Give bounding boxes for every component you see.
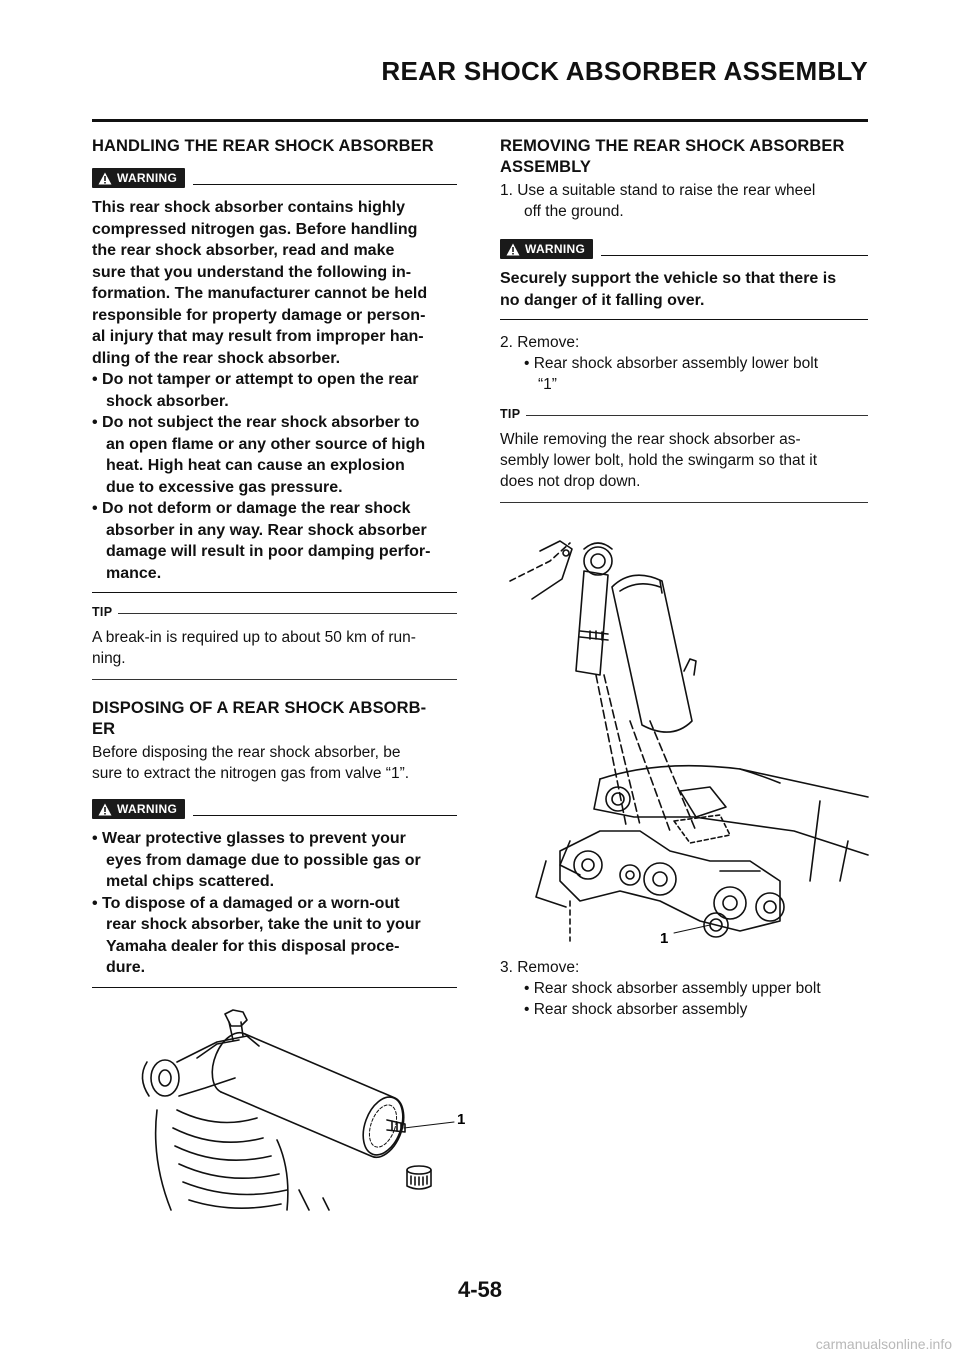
warning1-intro-line: the rear shock absorber, read and make <box>92 242 395 259</box>
right-warning-line: Securely support the vehicle so that there is <box>500 270 837 287</box>
warning2-bullet-line: • Wear protective glasses to prevent your <box>92 830 406 847</box>
warning1-body <box>92 197 457 584</box>
step2-item-line: “1” <box>538 376 557 393</box>
warning2-bullet-line: metal chips scattered. <box>106 873 275 890</box>
warning1-bullet-line: damage will result in poor damping perfor- <box>106 543 431 560</box>
warning1-bullet-line: absorber in any way. Rear shock absorber <box>106 521 427 539</box>
disposing-text-line: sure to extract the nitrogen gas from valve “1”. <box>92 765 410 782</box>
warning1-bullet-line: heat. High heat can cause an explosion <box>106 457 405 474</box>
warning1-bullet-line: an open flame or any other source of high <box>106 435 426 453</box>
warning-header <box>92 167 457 189</box>
disposing-heading-line: ER <box>92 720 116 738</box>
warning-badge <box>92 799 185 819</box>
step2-item-line: • Rear shock absorber assembly lower bolt <box>524 355 819 372</box>
tip-header <box>500 407 868 421</box>
tip-line: A break-in is required up to about 50 km of run- <box>92 629 416 646</box>
warning1-intro-line: sure that you understand the following in- <box>92 263 412 281</box>
warning-badge <box>92 168 185 188</box>
warning-rule <box>193 815 457 816</box>
warning1-bullet-line: mance. <box>106 564 162 582</box>
tip-rule <box>526 415 868 416</box>
step1-line: 1. Use a suitable stand to raise the rear wheel <box>500 182 816 199</box>
disposing-heading <box>92 698 457 740</box>
shock-absorber-valve-illustration <box>117 1000 466 1215</box>
warning1-bullet-line: due to excessive gas pressure. <box>106 478 343 496</box>
swingarm-shock-mount-illustration <box>500 521 868 947</box>
warning2-body <box>92 828 457 979</box>
right-warning-line: no danger of it falling over. <box>500 291 705 309</box>
warning-triangle-icon <box>98 803 112 816</box>
warning1-intro-line: formation. The manufacturer cannot be held <box>92 285 428 302</box>
warning1-bullet-line: shock absorber. <box>106 392 229 410</box>
removing-heading-line: REMOVING THE REAR SHOCK ABSORBER <box>500 137 845 155</box>
warning2-bullet-line: Yamaha dealer for this disposal proce- <box>106 937 400 955</box>
disposing-heading-line: DISPOSING OF A REAR SHOCK ABSORB- <box>92 699 427 717</box>
tip-label: TIP <box>500 407 521 421</box>
warning1-intro-line: responsible for property damage or person- <box>92 306 426 324</box>
handling-heading: HANDLING THE REAR SHOCK ABSORBER <box>92 137 434 155</box>
warning-end-rule <box>92 987 457 988</box>
page-title: REAR SHOCK ABSORBER ASSEMBLY <box>381 56 868 86</box>
figure-callout: 1 <box>457 1110 466 1128</box>
step3-item: • Rear shock absorber assembly <box>524 1001 748 1018</box>
warning1-intro-line: This rear shock absorber contains highly <box>92 199 405 216</box>
warning1-intro-line: dling of the rear shock absorber. <box>92 349 341 367</box>
warning1-bullet-line: • Do not subject the rear shock absorber to <box>92 414 420 431</box>
right-warning-body <box>500 268 868 311</box>
page-number: 4-58 <box>457 1277 503 1302</box>
warning1-bullet-line: • Do not deform or damage the rear shock <box>92 500 411 517</box>
tip-label: TIP <box>92 605 113 619</box>
watermark: carmanualsonline.info <box>815 1336 952 1352</box>
disposing-text-line: Before disposing the rear shock absorber, be <box>92 744 401 761</box>
tip-end-rule <box>92 679 457 680</box>
warning2-bullet-line: eyes from damage due to possible gas or <box>106 851 421 869</box>
warning-rule <box>193 184 457 185</box>
tip-end-rule <box>500 502 868 503</box>
warning-end-rule <box>92 592 457 593</box>
warning-badge <box>500 239 593 259</box>
warning2-bullet-line: dure. <box>106 959 146 976</box>
title-rule <box>92 119 868 122</box>
warning1-bullet-line: • Do not tamper or attempt to open the rear <box>92 371 419 388</box>
tip-line: While removing the rear shock absorber as- <box>500 431 801 448</box>
warning-triangle-icon <box>506 243 520 256</box>
tip-line: ning. <box>92 650 126 667</box>
warning1-intro-line: al injury that may result from improper han- <box>92 328 424 345</box>
removing-heading-line: ASSEMBLY <box>500 158 591 176</box>
tip-rule <box>118 613 457 614</box>
tip-header <box>92 605 457 619</box>
warning-label: WARNING <box>117 171 178 185</box>
step2-title: 2. Remove: <box>500 334 580 351</box>
warning2-bullet-line: rear shock absorber, take the unit to your <box>106 916 421 933</box>
warning-label: WARNING <box>525 242 586 256</box>
left-column <box>92 132 466 1215</box>
removing-heading <box>500 136 868 178</box>
step1-line: off the ground. <box>524 203 624 220</box>
warning-rule <box>601 255 868 256</box>
step3-title: 3. Remove: <box>500 959 580 976</box>
warning-header <box>500 238 868 260</box>
warning-end-rule <box>500 319 868 320</box>
warning-label: WARNING <box>117 802 178 816</box>
tip-line: does not drop down. <box>500 473 641 490</box>
step3-item: • Rear shock absorber assembly upper bolt <box>524 980 821 997</box>
warning2-bullet-line: • To dispose of a damaged or a worn-out <box>92 894 400 912</box>
right-column <box>500 132 868 1020</box>
figure-callout: 1 <box>660 930 669 947</box>
warning-triangle-icon <box>98 172 112 185</box>
warning1-intro-line: compressed nitrogen gas. Before handling <box>92 220 418 238</box>
warning-header <box>92 798 457 820</box>
tip-line: sembly lower bolt, hold the swingarm so that it <box>500 452 818 469</box>
